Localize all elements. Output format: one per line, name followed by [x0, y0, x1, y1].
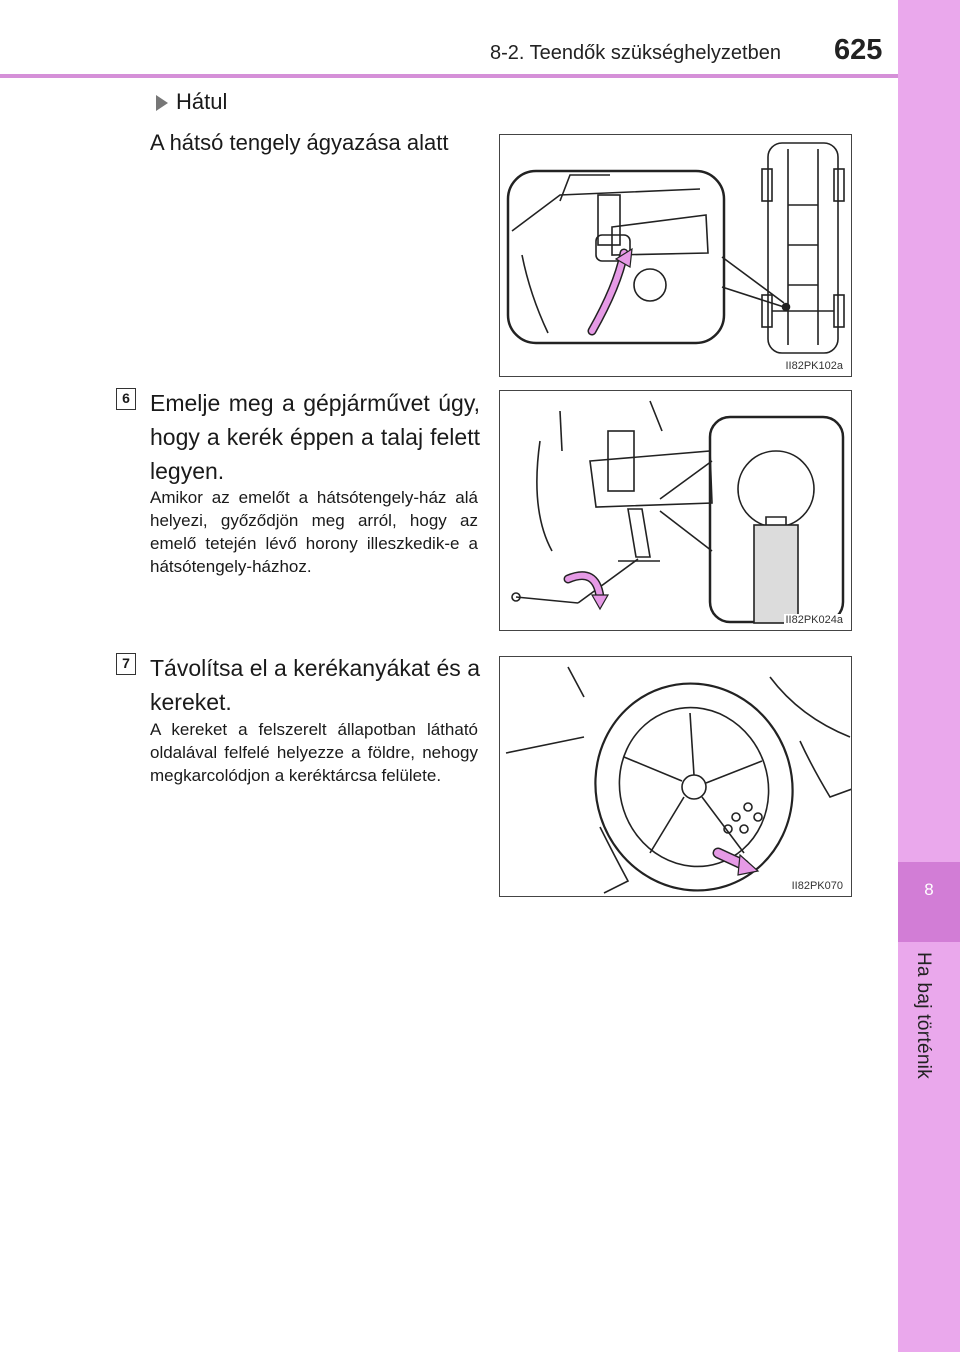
step-title: Távolítsa el a kerékanyákat és a kereket. [150, 655, 480, 715]
figure-code: II82PK102a [785, 360, 843, 372]
chapter-side-tab [898, 0, 960, 1352]
step-title: Emelje meg a gépjárművet úgy, hogy a kerék éppen a talaj felett legyen. [150, 390, 480, 484]
chapter-number: 8 [924, 880, 934, 899]
subsection-label: Hátul [176, 89, 228, 114]
figure-code: II82PK070 [791, 880, 843, 892]
step-description: A kereket a felszerelt állapotban látható oldalával felfelé helyezze a földre, nehogy megkarcolódjon a keréktárcsa felülete. [150, 720, 478, 785]
step-number-badge: 6 [116, 388, 136, 410]
section-title: 8-2. Teendők szükséghelyzetben [490, 42, 781, 64]
figure-wheel-removal [499, 656, 852, 897]
chapter-number-block [898, 862, 960, 942]
bullet-triangle-icon [156, 95, 168, 111]
rear-axle-illustration [500, 135, 852, 377]
rear-jack-point-text: A hátsó tengely ágyazása alatt [150, 130, 449, 155]
figure-rear-axle-jack-point [499, 134, 852, 377]
jack-illustration [500, 391, 852, 631]
wheel-removal-illustration [500, 657, 852, 897]
figure-jack-under-axle [499, 390, 852, 631]
header-divider [0, 74, 898, 78]
chapter-title: Ha baj történik [913, 952, 934, 1080]
figure-code: II82PK024a [785, 614, 843, 626]
page-number: 625 [834, 34, 883, 66]
step-description: Amikor az emelőt a hátsótengely-ház alá helyezi, győződjön meg arról, hogy az emelő tetején lévő horony illeszkedik-e a hátsótengely-házhoz. [150, 488, 478, 576]
step-number-badge: 7 [116, 653, 136, 675]
